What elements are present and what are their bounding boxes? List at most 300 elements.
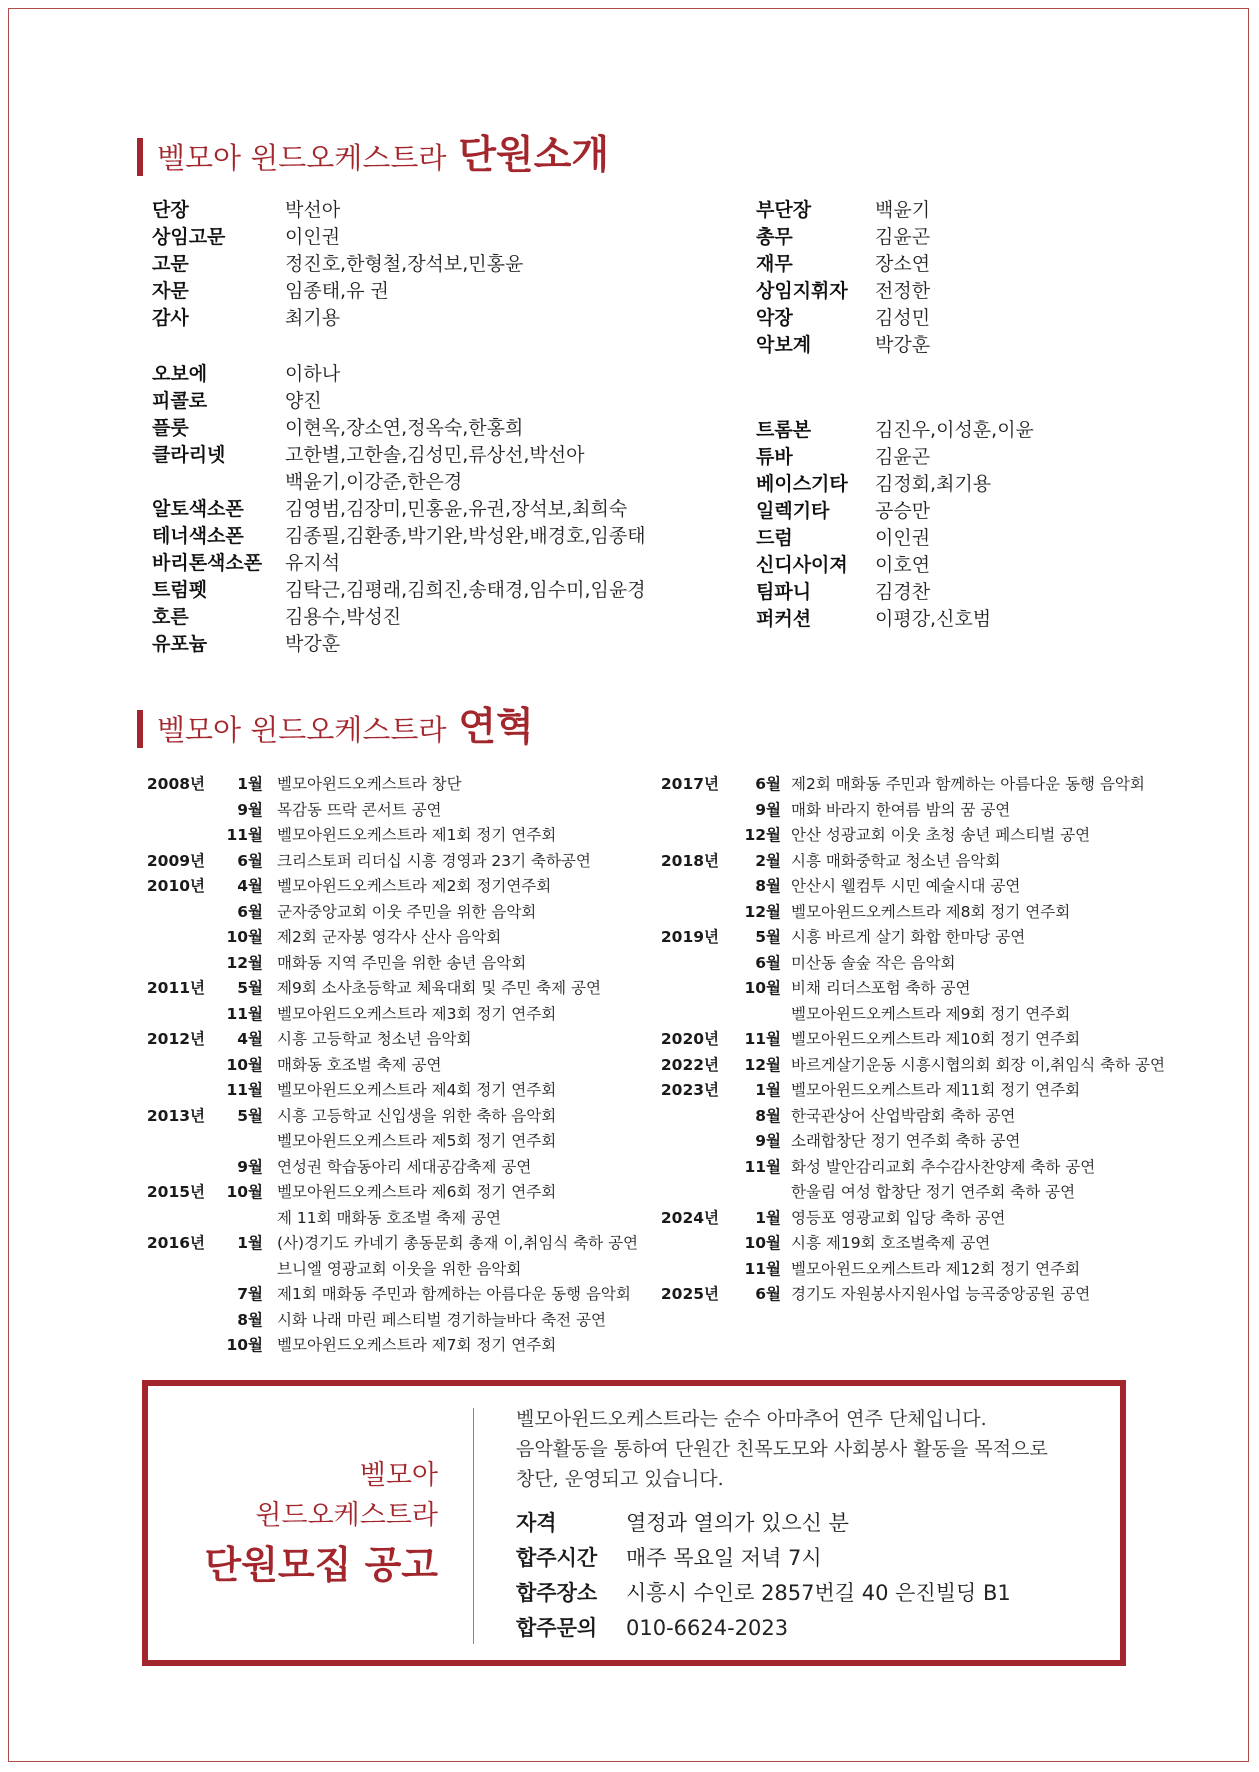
member-row <box>756 359 1034 388</box>
history-row <box>649 1053 1165 1079</box>
history-event: 벨모아윈드오케스트라 제2회 정기연주회 <box>277 877 552 895</box>
history-row <box>137 849 638 875</box>
history-year <box>137 925 205 951</box>
history-year: 2019년 <box>660 928 719 946</box>
member-row <box>152 442 646 469</box>
history-event: 안산 성광교회 이웃 초청 송년 페스티벌 공연 <box>791 826 1091 844</box>
member-role: 악장 <box>756 307 793 329</box>
history-event: 벨모아윈드오케스트라 제5회 정기 연주회 <box>277 1132 557 1150</box>
history-event: 시화 나래 마린 페스티벌 경기하늘바다 축전 공연 <box>277 1310 607 1329</box>
member-row <box>152 388 646 415</box>
recruitment-detail-row <box>516 1541 1011 1576</box>
recruitment-detail-label: 합주시간 <box>516 1546 598 1570</box>
history-year <box>137 1282 205 1308</box>
history-month: 11월 <box>744 1259 781 1278</box>
history-event: 군자중앙교회 이웃 주민을 위한 음악회 <box>277 902 537 921</box>
member-row <box>152 251 646 278</box>
history-year: 2025년 <box>660 1285 719 1303</box>
history-month <box>719 1002 781 1028</box>
member-role: 호른 <box>152 606 189 628</box>
history-month: 6월 <box>237 902 263 921</box>
members-right-column <box>756 197 1034 633</box>
history-month: 2월 <box>755 851 781 870</box>
members-left-column <box>152 197 646 658</box>
member-role: 바리톤색소폰 <box>152 552 263 574</box>
history-row <box>137 1104 638 1130</box>
history-row <box>649 1027 1165 1053</box>
history-month: 10월 <box>226 928 263 946</box>
intro-line: 음악활동을 통하여 단원간 친목도모와 사회봉사 활동을 목적으로 <box>516 1438 1048 1460</box>
member-row <box>756 579 1034 606</box>
recruitment-detail-label: 합주장소 <box>516 1581 598 1605</box>
recruitment-detail-value: 매주 목요일 저녁 7시 <box>626 1546 822 1570</box>
history-year <box>137 1155 205 1181</box>
history-year <box>137 951 205 977</box>
member-row <box>152 278 646 305</box>
history-year <box>137 823 205 849</box>
recruitment-detail-row <box>516 1506 1011 1541</box>
recruitment-title <box>148 1456 438 1594</box>
history-month: 6월 <box>755 953 781 972</box>
history-row <box>649 1282 1165 1308</box>
recruitment-detail-value: 010-6624-2023 <box>626 1616 789 1640</box>
history-year <box>649 1231 719 1257</box>
history-year: 2016년 <box>146 1234 205 1252</box>
history-year <box>137 1078 205 1104</box>
history-month: 12월 <box>226 953 263 972</box>
history-left-column <box>137 772 638 1359</box>
history-year <box>649 798 719 824</box>
history-row <box>137 1002 638 1028</box>
history-row <box>137 925 638 951</box>
history-row <box>649 1180 1165 1206</box>
history-event: 바르게살기운동 시흥시협의회 회장 이,취임식 축하 공연 <box>791 1055 1165 1074</box>
history-event: 벨모아윈드오케스트라 창단 <box>277 775 462 793</box>
history-year: 2013년 <box>146 1106 205 1125</box>
history-event: 브니엘 영광교회 이웃을 위한 음악회 <box>277 1259 522 1278</box>
history-event: 제9회 소사초등학교 체육대회 및 주민 축제 공연 <box>277 979 601 997</box>
history-event: 시흥 제19회 호조벌축제 공연 <box>791 1234 991 1252</box>
history-event: 벨모아윈드오케스트라 제6회 정기 연주회 <box>277 1183 557 1201</box>
history-month: 4월 <box>237 1030 263 1048</box>
member-row <box>756 332 1034 359</box>
history-row <box>649 1231 1165 1257</box>
member-row <box>756 417 1034 444</box>
history-event: 한국관상어 산업박람회 축하 공연 <box>791 1106 1016 1125</box>
history-event: 시흥 고등학교 청소년 음악회 <box>277 1030 472 1048</box>
history-section-title <box>137 704 534 750</box>
members-title-small: 벨모아 윈드오케스트라 <box>157 141 447 175</box>
history-row <box>137 951 638 977</box>
history-row <box>649 1206 1165 1232</box>
history-month: 1월 <box>237 1234 263 1252</box>
member-role: 플룻 <box>152 417 189 439</box>
history-year <box>137 1333 205 1359</box>
history-row <box>649 1078 1165 1104</box>
history-year <box>649 1002 719 1028</box>
history-year <box>137 1002 205 1028</box>
history-event: 제2회 군자봉 영각사 산사 음악회 <box>277 928 502 946</box>
history-event: 크리스토퍼 리더십 시흥 경영과 23기 축하공연 <box>277 851 591 870</box>
member-row <box>152 496 646 523</box>
history-event: 벨모아윈드오케스트라 제1회 정기 연주회 <box>277 826 557 844</box>
history-event: 벨모아윈드오케스트라 제8회 정기 연주회 <box>791 902 1071 921</box>
member-names: 이인권 <box>875 527 931 549</box>
history-row <box>137 1078 638 1104</box>
history-year <box>649 951 719 977</box>
recruitment-detail-value: 시흥시 수인로 2857번길 40 은진빌딩 B1 <box>626 1581 1011 1605</box>
history-month: 10월 <box>226 1336 263 1354</box>
member-role: 오보에 <box>152 363 208 385</box>
member-row <box>756 552 1034 579</box>
history-year <box>137 798 205 824</box>
history-row <box>649 823 1165 849</box>
history-title-big: 연혁 <box>458 704 534 750</box>
member-names: 백윤기 <box>875 199 931 221</box>
member-names: 김정회,최기용 <box>875 473 992 495</box>
member-role: 상임지휘자 <box>756 280 848 302</box>
history-month: 10월 <box>744 979 781 997</box>
history-year: 2008년 <box>146 775 205 793</box>
history-row <box>649 1002 1165 1028</box>
member-names: 이평강,신호범 <box>875 608 992 630</box>
history-month: 12월 <box>744 826 781 844</box>
history-row <box>137 900 638 926</box>
history-row <box>649 1104 1165 1130</box>
history-event: 시흥 매화중학교 청소년 음악회 <box>791 851 1001 870</box>
recruitment-title-line3: 단원모집 공고 <box>204 1542 438 1587</box>
member-role: 부단장 <box>756 199 812 221</box>
member-names: 이하나 <box>285 363 341 385</box>
history-row <box>649 772 1165 798</box>
member-names: 박강훈 <box>875 334 931 356</box>
member-row <box>152 361 646 388</box>
history-row <box>137 1333 638 1359</box>
history-event: 벨모아윈드오케스트라 제11회 정기 연주회 <box>791 1081 1081 1099</box>
history-event: 소래합창단 정기 연주회 축하 공연 <box>791 1132 1021 1150</box>
history-row <box>649 874 1165 900</box>
history-event: 벨모아윈드오케스트라 제9회 정기 연주회 <box>791 1004 1071 1023</box>
history-month: 8월 <box>237 1310 263 1329</box>
member-names: 최기용 <box>285 307 341 329</box>
member-row <box>756 606 1034 633</box>
member-row <box>756 444 1034 471</box>
member-names: 김용수,박성진 <box>285 606 402 628</box>
history-row <box>137 772 638 798</box>
member-names: 김종필,김환종,박기완,박성완,배경호,임종태 <box>285 525 646 547</box>
member-row <box>152 305 646 332</box>
member-names: 김탁근,김평래,김희진,송태경,임수미,임윤경 <box>285 579 646 601</box>
history-event: 시흥 바르게 살기 화합 한마당 공연 <box>791 928 1026 946</box>
history-event: 제2회 매화동 주민과 함께하는 아름다운 동행 음악회 <box>791 775 1145 793</box>
history-month: 5월 <box>237 979 263 997</box>
history-year <box>137 1129 205 1155</box>
member-role: 트럼펫 <box>152 579 208 601</box>
member-row <box>756 251 1034 278</box>
history-row <box>137 1308 638 1334</box>
member-names: 이호연 <box>875 554 931 576</box>
history-row <box>137 1129 638 1155</box>
member-role: 고문 <box>152 253 189 275</box>
member-row <box>152 415 646 442</box>
history-event: 벨모아윈드오케스트라 제7회 정기 연주회 <box>277 1336 557 1354</box>
member-role: 베이스기타 <box>756 473 848 495</box>
recruitment-details <box>516 1506 1011 1646</box>
history-row <box>649 1155 1165 1181</box>
recruitment-notice <box>142 1380 1126 1666</box>
member-row <box>756 305 1034 332</box>
history-event: 화성 발안감리교회 추수감사찬양제 축하 공연 <box>791 1157 1096 1176</box>
history-event: 제 11회 매화동 호조벌 축제 공연 <box>277 1208 502 1227</box>
history-event: 매화동 지역 주민을 위한 송년 음악회 <box>277 953 527 972</box>
history-row <box>137 976 638 1002</box>
member-names: 유지석 <box>285 552 341 574</box>
history-year <box>137 1206 205 1232</box>
recruitment-divider <box>473 1408 474 1644</box>
title-accent-bar <box>137 710 143 748</box>
history-year <box>649 823 719 849</box>
member-names: 이현옥,장소연,정옥숙,한홍희 <box>285 417 524 439</box>
history-year: 2017년 <box>660 775 719 793</box>
history-month: 9월 <box>755 1132 781 1150</box>
member-row <box>152 577 646 604</box>
member-role: 총무 <box>756 226 793 248</box>
history-year: 2011년 <box>146 979 205 997</box>
history-month: 11월 <box>226 1004 263 1023</box>
history-year: 2020년 <box>660 1030 719 1048</box>
history-row <box>137 1027 638 1053</box>
history-month: 4월 <box>237 877 263 895</box>
history-year: 2024년 <box>660 1208 719 1227</box>
history-year: 2023년 <box>660 1081 719 1099</box>
member-role: 재무 <box>756 253 793 275</box>
history-month: 6월 <box>755 775 781 793</box>
member-row <box>152 197 646 224</box>
member-role: 클라리넷 <box>152 444 226 466</box>
member-names: 김영범,김장미,민홍윤,유권,장석보,최희숙 <box>285 498 628 520</box>
history-month: 10월 <box>226 1183 263 1201</box>
history-month: 11월 <box>226 1081 263 1099</box>
member-names: 공승만 <box>875 500 931 522</box>
history-month: 12월 <box>744 902 781 921</box>
member-names: 장소연 <box>875 253 931 275</box>
history-year <box>649 1104 719 1130</box>
history-month: 7월 <box>237 1285 263 1303</box>
member-names: 백윤기,이강준,한은경 <box>285 471 463 493</box>
member-names: 김진우,이성훈,이윤 <box>875 419 1034 441</box>
member-row <box>756 197 1034 224</box>
history-event: 경기도 자원봉사지원사업 능곡중앙공원 공연 <box>791 1285 1091 1303</box>
member-names: 김윤곤 <box>875 446 931 468</box>
member-row <box>152 523 646 550</box>
history-year <box>649 1257 719 1283</box>
member-names: 김성민 <box>875 307 931 329</box>
history-title-small: 벨모아 윈드오케스트라 <box>157 713 447 747</box>
member-role: 악보계 <box>756 334 812 356</box>
member-row <box>152 332 646 361</box>
history-year <box>649 874 719 900</box>
history-event: 벨모아윈드오케스트라 제4회 정기 연주회 <box>277 1081 557 1099</box>
intro-line: 창단, 운영되고 있습니다. <box>516 1468 724 1490</box>
member-role: 자문 <box>152 280 189 302</box>
history-year: 2018년 <box>660 851 719 870</box>
history-month: 1월 <box>755 1081 781 1099</box>
member-role: 신디사이져 <box>756 554 848 576</box>
history-event: 연성권 학습동아리 세대공감축제 공연 <box>277 1157 532 1176</box>
member-role: 단장 <box>152 199 189 221</box>
history-event: 벨모아윈드오케스트라 제12회 정기 연주회 <box>791 1259 1081 1278</box>
member-role <box>756 359 859 388</box>
history-row <box>649 976 1165 1002</box>
member-role: 알토색소폰 <box>152 498 244 520</box>
member-names: 김경찬 <box>875 581 931 603</box>
history-row <box>137 1231 638 1257</box>
member-role: 튜바 <box>756 446 793 468</box>
recruitment-intro <box>516 1404 1106 1494</box>
member-role: 유포늄 <box>152 633 208 655</box>
member-role: 트롬본 <box>756 419 812 441</box>
history-event: 시흥 고등학교 신입생을 위한 축하 음악회 <box>277 1106 557 1125</box>
history-month: 9월 <box>237 800 263 819</box>
history-event: (사)경기도 카네기 총동문회 총재 이,취임식 축하 공연 <box>277 1234 639 1252</box>
history-row <box>649 798 1165 824</box>
history-row <box>137 823 638 849</box>
history-month: 6월 <box>237 851 263 870</box>
history-row <box>137 1257 638 1283</box>
member-names: 양진 <box>285 390 322 412</box>
history-year <box>649 900 719 926</box>
member-role: 드럼 <box>756 527 793 549</box>
member-row <box>756 471 1034 498</box>
recruitment-detail-label: 자격 <box>516 1511 557 1535</box>
history-month: 8월 <box>755 877 781 895</box>
member-names: 이인권 <box>285 226 341 248</box>
history-event: 비채 리더스포험 축하 공연 <box>791 979 971 997</box>
member-role <box>152 332 266 361</box>
member-role: 피콜로 <box>152 390 208 412</box>
history-month: 11월 <box>744 1157 781 1176</box>
member-names: 박선아 <box>285 199 341 221</box>
history-year: 2022년 <box>660 1055 719 1074</box>
history-row <box>649 900 1165 926</box>
member-row <box>152 631 646 658</box>
history-year <box>649 976 719 1002</box>
history-month: 5월 <box>755 928 781 946</box>
member-row <box>756 498 1034 525</box>
history-month: 11월 <box>744 1030 781 1048</box>
intro-line: 벨모아윈드오케스트라는 순수 아마추어 연주 단체입니다. <box>516 1408 987 1430</box>
history-row <box>649 951 1165 977</box>
history-year <box>649 1155 719 1181</box>
member-names: 박강훈 <box>285 633 341 655</box>
member-role: 퍼커션 <box>756 608 812 630</box>
history-year: 2010년 <box>146 877 205 895</box>
history-event: 목감동 뜨락 콘서트 공연 <box>277 800 442 819</box>
history-year <box>649 1180 719 1206</box>
history-year <box>137 1053 205 1079</box>
history-month: 8월 <box>755 1106 781 1125</box>
member-names: 전정한 <box>875 280 931 302</box>
history-row <box>137 1282 638 1308</box>
history-year <box>137 900 205 926</box>
member-role <box>152 469 266 496</box>
history-month <box>205 1206 263 1232</box>
history-row <box>137 1155 638 1181</box>
member-role <box>756 388 859 417</box>
history-month: 9월 <box>755 800 781 819</box>
history-row <box>137 798 638 824</box>
member-role: 상임고문 <box>152 226 226 248</box>
member-role: 테너색소폰 <box>152 525 244 547</box>
members-title-big: 단원소개 <box>458 132 610 178</box>
member-names: 김윤곤 <box>875 226 931 248</box>
history-year: 2012년 <box>146 1030 205 1048</box>
history-year: 2009년 <box>146 851 205 870</box>
history-month: 5월 <box>237 1106 263 1125</box>
member-role: 팀파니 <box>756 581 812 603</box>
history-row <box>137 1053 638 1079</box>
recruitment-detail-row <box>516 1576 1011 1611</box>
history-event: 매화 바라지 한여름 밤의 꿈 공연 <box>791 800 1011 819</box>
member-row <box>152 550 646 577</box>
history-month: 12월 <box>744 1055 781 1074</box>
history-month <box>205 1257 263 1283</box>
history-month: 1월 <box>237 775 263 793</box>
member-row <box>756 278 1034 305</box>
member-role: 감사 <box>152 307 189 329</box>
recruitment-detail-label: 합주문의 <box>516 1616 598 1640</box>
history-event: 한울림 여성 합창단 정기 연주회 축하 공연 <box>791 1183 1076 1201</box>
member-row <box>756 388 1034 417</box>
history-event: 벨모아윈드오케스트라 제10회 정기 연주회 <box>791 1030 1081 1048</box>
history-year <box>137 1257 205 1283</box>
history-event: 제1회 매화동 주민과 함께하는 아름다운 동행 음악회 <box>277 1285 631 1303</box>
recruitment-detail-value: 열정과 열의가 있으신 분 <box>626 1511 849 1535</box>
member-row <box>756 525 1034 552</box>
history-row <box>137 1180 638 1206</box>
member-names: 임종태,유 권 <box>285 280 389 302</box>
history-month: 10월 <box>744 1234 781 1252</box>
history-row <box>649 1129 1165 1155</box>
member-row <box>152 224 646 251</box>
member-names: 정진호,한형철,장석보,민홍윤 <box>285 253 524 275</box>
history-row <box>649 1257 1165 1283</box>
title-accent-bar <box>137 138 143 176</box>
history-year: 2015년 <box>146 1183 205 1201</box>
member-role: 일렉기타 <box>756 500 830 522</box>
history-row <box>137 874 638 900</box>
history-row <box>137 1206 638 1232</box>
history-event: 영등포 영광교회 입당 축하 공연 <box>791 1208 1006 1227</box>
members-section-title <box>137 132 610 178</box>
history-event: 안산시 웰컴투 시민 예술시대 공연 <box>791 877 1021 895</box>
recruitment-title-line1: 벨모아 <box>359 1460 438 1491</box>
history-event: 매화동 호조벌 축제 공연 <box>277 1055 442 1074</box>
recruitment-detail-row <box>516 1611 1011 1646</box>
history-month: 11월 <box>226 826 263 844</box>
member-names: 고한별,고한솔,김성민,류상선,박선아 <box>285 444 585 466</box>
history-event: 미산동 솔숲 작은 음악회 <box>791 953 956 972</box>
history-month <box>719 1180 781 1206</box>
history-month: 1월 <box>755 1208 781 1227</box>
member-row <box>756 224 1034 251</box>
history-row <box>649 849 1165 875</box>
history-year <box>137 1308 205 1334</box>
history-row <box>649 925 1165 951</box>
history-month <box>205 1129 263 1155</box>
history-month: 10월 <box>226 1055 263 1074</box>
history-month: 6월 <box>755 1285 781 1303</box>
